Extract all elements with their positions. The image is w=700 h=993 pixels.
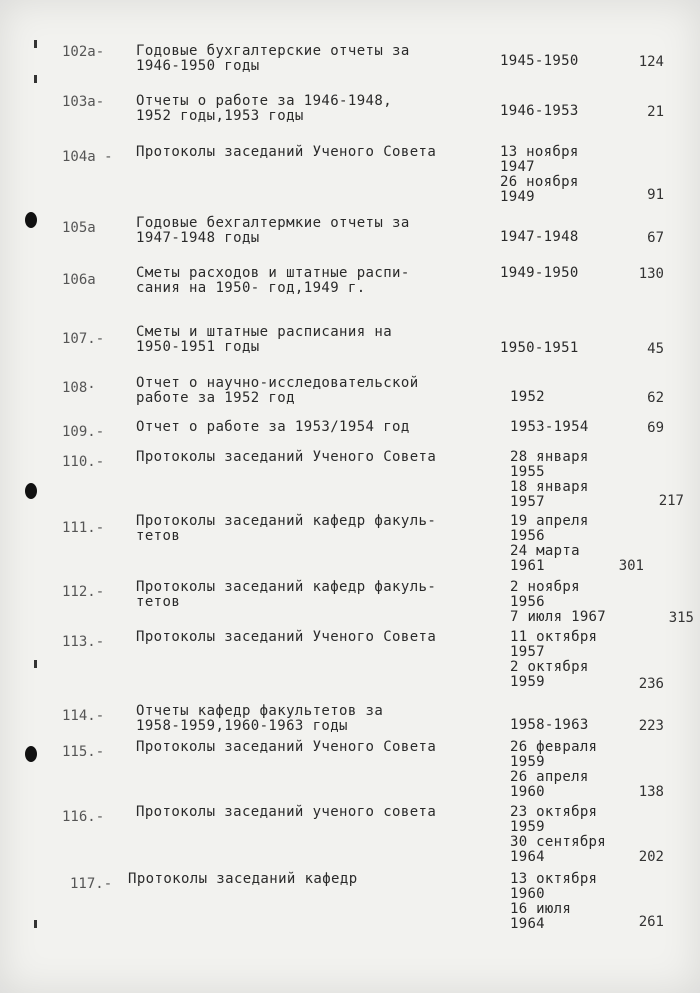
entry-title: Протоколы заседаний кафедр: [128, 871, 358, 887]
entry-dates: 1958-1963: [510, 717, 589, 733]
entry-title: Протоколы заседаний ученого совета: [136, 804, 437, 820]
margin-mark-1: [34, 40, 37, 48]
entry-title: Протоколы заседаний кафедр факуль- тетов: [136, 513, 437, 544]
entry-number: 115.-: [62, 744, 105, 760]
entry-title: Годовые бухгалтерские отчеты за 1946-1950 годы: [136, 43, 410, 74]
entry-count: 45: [647, 341, 664, 357]
entry-dates: 23 октября 1959 30 сентября 1964: [510, 804, 607, 865]
entry-count: 236: [638, 676, 664, 692]
punch-hole-3: [25, 746, 37, 762]
margin-mark-3: [34, 660, 37, 668]
entry-dates: 1952: [510, 389, 545, 405]
entry-number: 110.-: [62, 454, 105, 470]
entry-number: 112.-: [62, 584, 105, 600]
entry-count: 138: [638, 784, 664, 800]
entry-title: Годовые бехгалтермкие отчеты за 1947-1948 годы: [136, 215, 410, 246]
entry-count: 223: [638, 718, 664, 734]
entry-title: Протоколы заседаний Ученого Совета: [136, 739, 437, 755]
entry-count: 124: [638, 54, 664, 70]
margin-mark-2: [34, 75, 37, 83]
entry-number: 109.-: [62, 424, 105, 440]
entry-count: 261: [638, 914, 664, 930]
entry-count: 301: [618, 558, 644, 574]
entry-dates: 1950-1951: [500, 340, 579, 356]
entry-dates: 26 февраля 1959 26 апреля 1960: [510, 739, 598, 800]
entry-number: 117.-: [70, 876, 113, 892]
entry-dates: 2 ноября 1956 7 июля 1967: [510, 579, 607, 625]
entry-dates: 1945-1950: [500, 53, 579, 69]
entry-dates: 19 апреля 1956 24 марта 1961: [510, 513, 589, 574]
entry-number: 114.-: [62, 708, 105, 724]
entry-count: 217: [658, 493, 684, 509]
punch-hole-2: [25, 483, 37, 499]
entry-title: Отчеты о работе за 1946-1948, 1952 годы,1953 годы: [136, 93, 393, 124]
entry-number: 106a: [62, 272, 96, 288]
entry-dates: 28 января 1955 18 января 1957: [510, 449, 589, 510]
entry-count: 202: [638, 849, 664, 865]
entry-dates: 11 октября 1957 2 октября 1959: [510, 629, 598, 690]
entry-number: 113.-: [62, 634, 105, 650]
entry-number: 105a: [62, 220, 96, 236]
entry-title: Сметы и штатные расписания на 1950-1951 годы: [136, 324, 393, 355]
entry-title: Отчет о научно-исследовательской работе за 1952 год: [136, 375, 419, 406]
margin-mark-4: [34, 920, 37, 928]
entry-title: Протоколы заседаний Ученого Совета: [136, 144, 437, 160]
entry-title: Протоколы заседаний кафедр факуль- тетов: [136, 579, 437, 610]
entry-count: 91: [647, 187, 664, 203]
entry-title: Протоколы заседаний Ученого Совета: [136, 629, 437, 645]
entry-count: 62: [647, 390, 664, 406]
entry-title: Отчет о работе за 1953/1954 год: [136, 419, 410, 435]
entry-dates: 13 октября 1960 16 июля 1964: [510, 871, 598, 932]
entry-number: 104a -: [62, 149, 113, 165]
entry-dates: 1946-1953: [500, 103, 579, 119]
entry-dates: 1949-1950: [500, 265, 579, 281]
entry-dates: 13 ноября 1947 26 ноября 1949: [500, 144, 579, 205]
entry-title: Протоколы заседаний Ученого Совета: [136, 449, 437, 465]
entry-count: 69: [647, 420, 664, 436]
entry-count: 21: [647, 104, 664, 120]
entry-number: 116.-: [62, 809, 105, 825]
entry-number: 107.-: [62, 331, 105, 347]
entry-count: 315: [668, 610, 694, 626]
entry-number: 102a-: [62, 44, 105, 60]
entry-dates: 1947-1948: [500, 229, 579, 245]
entry-title: Сметы расходов и штатные распи- сания на 1950- год,1949 г.: [136, 265, 410, 296]
entry-number: 103a-: [62, 94, 105, 110]
entry-title: Отчеты кафедр факультетов за 1958-1959,1960-1963 годы: [136, 703, 384, 734]
entry-count: 67: [647, 230, 664, 246]
entry-number: 108·: [62, 380, 96, 396]
punch-hole-1: [25, 212, 37, 228]
entry-count: 130: [638, 266, 664, 282]
entry-number: 111.-: [62, 520, 105, 536]
entry-dates: 1953-1954: [510, 419, 589, 435]
